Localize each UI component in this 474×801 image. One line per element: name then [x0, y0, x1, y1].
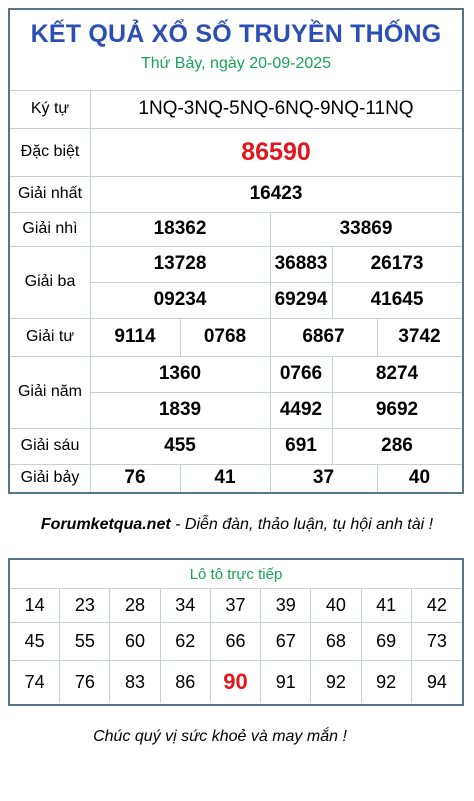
loto-number: 76	[60, 661, 110, 703]
row-bay	[10, 464, 462, 492]
loto-number: 91	[261, 661, 311, 703]
label-sau: Giải sáu	[10, 428, 91, 464]
loto-title: Lô tô trực tiếp	[10, 560, 462, 589]
label-ba: Giải ba	[10, 246, 91, 318]
row-nam	[10, 356, 462, 429]
forum-line	[0, 516, 474, 534]
label-nhat: Giải nhất	[10, 176, 91, 212]
third-prize-value: 26173	[370, 253, 424, 274]
fourth-prize-value: 3742	[398, 326, 441, 347]
fourth-prize-value: 9114	[114, 326, 156, 347]
kytu-value: 1NQ-3NQ-5NQ-6NQ-9NQ-11NQ	[138, 98, 414, 119]
seventh-prize-value: 40	[408, 467, 431, 488]
results-header	[10, 10, 462, 91]
loto-number: 62	[161, 623, 211, 661]
seventh-prize-value: 41	[214, 467, 236, 488]
loto-number: 68	[311, 623, 361, 661]
loto-number: 67	[261, 623, 311, 661]
loto-number: 83	[110, 661, 160, 703]
second-prize-value: 18362	[153, 218, 207, 239]
sixth-prize-value: 691	[285, 435, 317, 456]
loto-number: 42	[412, 589, 462, 623]
label-kytu: Ký tự	[10, 90, 91, 128]
loto-number: 86	[161, 661, 211, 703]
third-prize-value: 69294	[274, 289, 328, 310]
third-prize-value: 09234	[153, 289, 207, 310]
label-tu: Giải tư	[10, 318, 91, 356]
loto-number: 41	[362, 589, 412, 623]
loto-number: 92	[362, 661, 412, 703]
loto-number: 14	[10, 589, 60, 623]
fifth-prize-value: 0766	[279, 363, 323, 384]
sixth-prize-value: 455	[164, 435, 196, 456]
loto-number: 40	[311, 589, 361, 623]
loto-grid	[10, 589, 462, 705]
loto-number: 60	[110, 623, 160, 661]
special-prize-value: 86590	[241, 137, 311, 166]
loto-number: 73	[412, 623, 462, 661]
fifth-prize-value: 8274	[375, 363, 419, 384]
seventh-prize-value: 37	[312, 467, 335, 488]
loto-number: 28	[110, 589, 160, 623]
second-prize-value: 33869	[339, 218, 393, 239]
row-ba	[10, 246, 462, 319]
forum-site-link[interactable]: Forumketqua.net	[40, 516, 171, 533]
fifth-prize-value: 1360	[158, 363, 202, 384]
loto-number: 45	[10, 623, 60, 661]
loto-number: 37	[211, 589, 261, 623]
label-nhi: Giải nhì	[10, 212, 91, 246]
row-sau	[10, 428, 462, 465]
fifth-prize-value: 9692	[375, 399, 419, 420]
loto-number: 39	[261, 589, 311, 623]
third-prize-value: 36883	[274, 253, 328, 274]
third-prize-value: 41645	[370, 289, 424, 310]
third-prize-value: 13728	[153, 253, 207, 274]
loto-number: 23	[60, 589, 110, 623]
fourth-prize-value: 6867	[302, 326, 345, 347]
loto-number: 69	[362, 623, 412, 661]
closing-wish: Chúc quý vị sức khoẻ và may mắn !	[93, 728, 347, 745]
draw-date: Thứ Bảy, ngày 20-09-2025	[140, 55, 332, 72]
loto-number: 92	[311, 661, 361, 703]
loto-number: 90	[211, 661, 261, 703]
row-tu	[10, 318, 462, 357]
label-bay: Giải bảy	[10, 464, 91, 492]
row-nhi	[10, 212, 462, 247]
loto-number: 74	[10, 661, 60, 703]
first-prize-value: 16423	[249, 183, 303, 204]
page-title: KẾT QUẢ XỔ SỐ TRUYỀN THỐNG	[30, 20, 442, 48]
forum-tagline: - Diễn đàn, thảo luận, tụ hội anh tài !	[170, 516, 434, 533]
row-kytu	[10, 90, 462, 129]
sixth-prize-value: 286	[381, 435, 413, 456]
row-dacbiet	[10, 128, 462, 177]
label-dacbiet: Đặc biệt	[10, 128, 91, 176]
results-table	[8, 8, 464, 494]
seventh-prize-value: 76	[124, 467, 146, 488]
label-nam: Giải năm	[10, 356, 91, 428]
row-nhat	[10, 176, 462, 213]
loto-number: 66	[211, 623, 261, 661]
loto-number: 34	[161, 589, 211, 623]
fifth-prize-value: 4492	[279, 399, 323, 420]
loto-table	[8, 558, 464, 706]
fourth-prize-value: 0768	[203, 326, 247, 347]
loto-number: 55	[60, 623, 110, 661]
loto-number: 94	[426, 671, 447, 692]
fifth-prize-value: 1839	[158, 399, 202, 420]
